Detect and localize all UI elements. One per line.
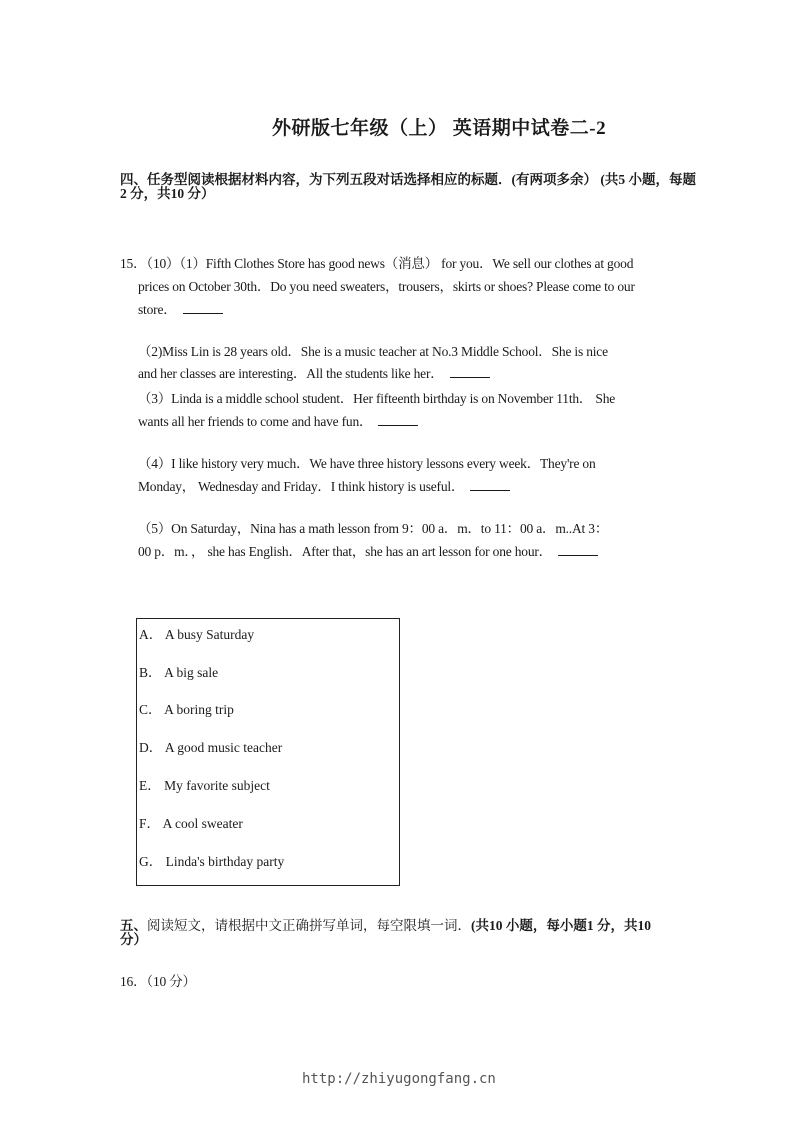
q15-p1-line3: store． — [138, 298, 223, 318]
q15-p5-line2: 00 p．m．， she has English．After that，she has an art lesson for one hour． — [138, 540, 598, 560]
footer-url[interactable]: http://zhiyugongfang.cn — [302, 1071, 496, 1087]
q15-p1-line2: prices on October 30th．Do you need sweaters，trousers，skirts or shoes? Please come to our — [138, 279, 635, 294]
option-c: C． A boring trip — [139, 702, 234, 717]
answer-blank-3[interactable] — [378, 413, 418, 426]
q15-p3-line1: （3）Linda is a middle school student．Her fifteenth birthday is on November 11th． She — [138, 391, 616, 406]
option-f: F． A cool sweater — [139, 816, 243, 831]
section-5-heading-line2: 分） — [120, 932, 147, 947]
q16-label: 16．（10 分） — [120, 974, 196, 989]
q15-p2-line1: （2)Miss Lin is 28 years old．She is a music teacher at No.3 Middle School．She is nice — [138, 344, 608, 359]
page-title: 外研版七年级（上） 英语期中试卷二-2 — [272, 118, 607, 139]
answer-blank-5[interactable] — [558, 543, 598, 556]
answer-blank-2[interactable] — [450, 365, 490, 378]
option-b: B． A big sale — [139, 665, 219, 680]
option-g: G． Linda's birthday party — [139, 854, 285, 869]
option-d: D． A good music teacher — [139, 740, 283, 755]
options-box — [136, 618, 400, 886]
answer-blank-4[interactable] — [470, 478, 510, 491]
answer-blank-1[interactable] — [183, 301, 223, 314]
q15-p5-line1: （5）On Saturday，Nina has a math lesson from 9：00 a．m．to 11：00 a．m..At 3： — [138, 521, 609, 536]
q15-p4-line2: Monday， Wednesday and Friday．I think history is useful． — [138, 475, 510, 495]
section-4-heading-line1: 四、任务型阅读根据材料内容，为下列五段对话选择相应的标题．(有两项多余） (共5 小题，每题 — [120, 172, 696, 187]
section-4-heading-line2: 2 分，共10 分） — [120, 186, 215, 201]
option-e: E． My favorite subject — [139, 778, 270, 793]
section-5-heading-line1: 五、阅读短文，请根据中文正确拼写单词，每空限填一词．(共10 小题，每小题1 分，共10 — [120, 918, 651, 933]
q15-p3-line2: wants all her friends to come and have fun． — [138, 410, 418, 430]
q15-p2-line2: and her classes are interesting．All the students like her． — [138, 362, 490, 382]
q15-p4-line1: （4）I like history very much．We have three history lessons every week．They're on — [138, 456, 596, 471]
q15-p1-line1: 15．（10）（1）Fifth Clothes Store has good news（消息） for you．We sell our clothes at good — [120, 256, 634, 271]
option-a: A． A busy Saturday — [139, 627, 255, 642]
